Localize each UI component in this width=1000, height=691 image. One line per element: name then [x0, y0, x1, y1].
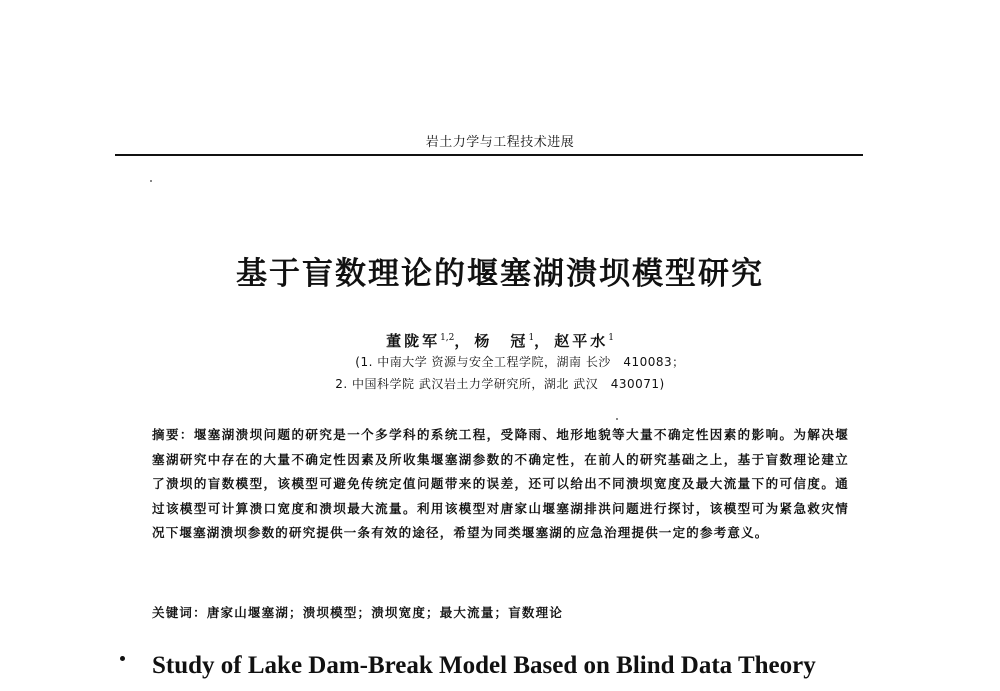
author-name: 董陇军	[386, 332, 441, 350]
author-affil-mark: 1	[608, 333, 614, 343]
abstract-label: 摘要：	[152, 427, 194, 442]
author-affil-mark: 1,2	[440, 333, 455, 343]
author-name: 赵平水	[554, 332, 609, 350]
author-separator: ，	[454, 332, 473, 350]
affiliation-line: (1. 中南大学 资源与安全工程学院，湖南 长沙 410083；	[355, 355, 685, 369]
abstract	[152, 423, 849, 546]
keywords	[152, 603, 849, 621]
header-rule	[115, 154, 863, 156]
author-name: 杨 冠	[474, 332, 529, 350]
paper-title: 基于盲数理论的堰塞湖溃坝模型研究	[236, 256, 764, 292]
affiliation-line: 2. 中国科学院 武汉岩土力学研究所，湖北 武汉 430071)	[335, 377, 665, 391]
author-line	[0, 330, 1000, 351]
english-title: Study of Lake Dam-Break Model Based on Blind Data Theory	[152, 652, 816, 679]
running-header: 岩土力学与工程技术进展	[425, 135, 575, 150]
author-separator: ，	[534, 332, 553, 350]
keywords-label: 关键词：	[152, 605, 207, 620]
keywords-text: 唐家山堰塞湖；溃坝模型；溃坝宽度；最大流量；盲数理论	[206, 605, 564, 620]
bullet-dot	[120, 656, 125, 661]
abstract-text: 堰塞湖溃坝问题的研究是一个多学科的系统工程，受降雨、地形地貌等大量不确定性因素的影响。为解决堰塞湖研究中存在的大量不确定性因素及所收集堰塞湖参数的不确定性，在前人的研究基础之上，基于盲数理论建立了溃坝的盲数模型，该模型可避免传统定值问题带来的误差，还可以给出不同溃坝宽度及最大流量下的可信度。通过该模型可计算溃口宽度和溃坝最大流量。利用该模型对唐家山堰塞湖排洪问题进行探讨，该模型可为紧急救灾情况下堰塞湖溃坝参数的研究提供一条有效的途径，希望为同类堰塞湖的应急治理提供一定的参考意义。	[152, 427, 849, 540]
scan-speck	[150, 180, 152, 182]
scan-speck	[616, 418, 618, 420]
author-affil-mark: 1	[528, 333, 535, 343]
